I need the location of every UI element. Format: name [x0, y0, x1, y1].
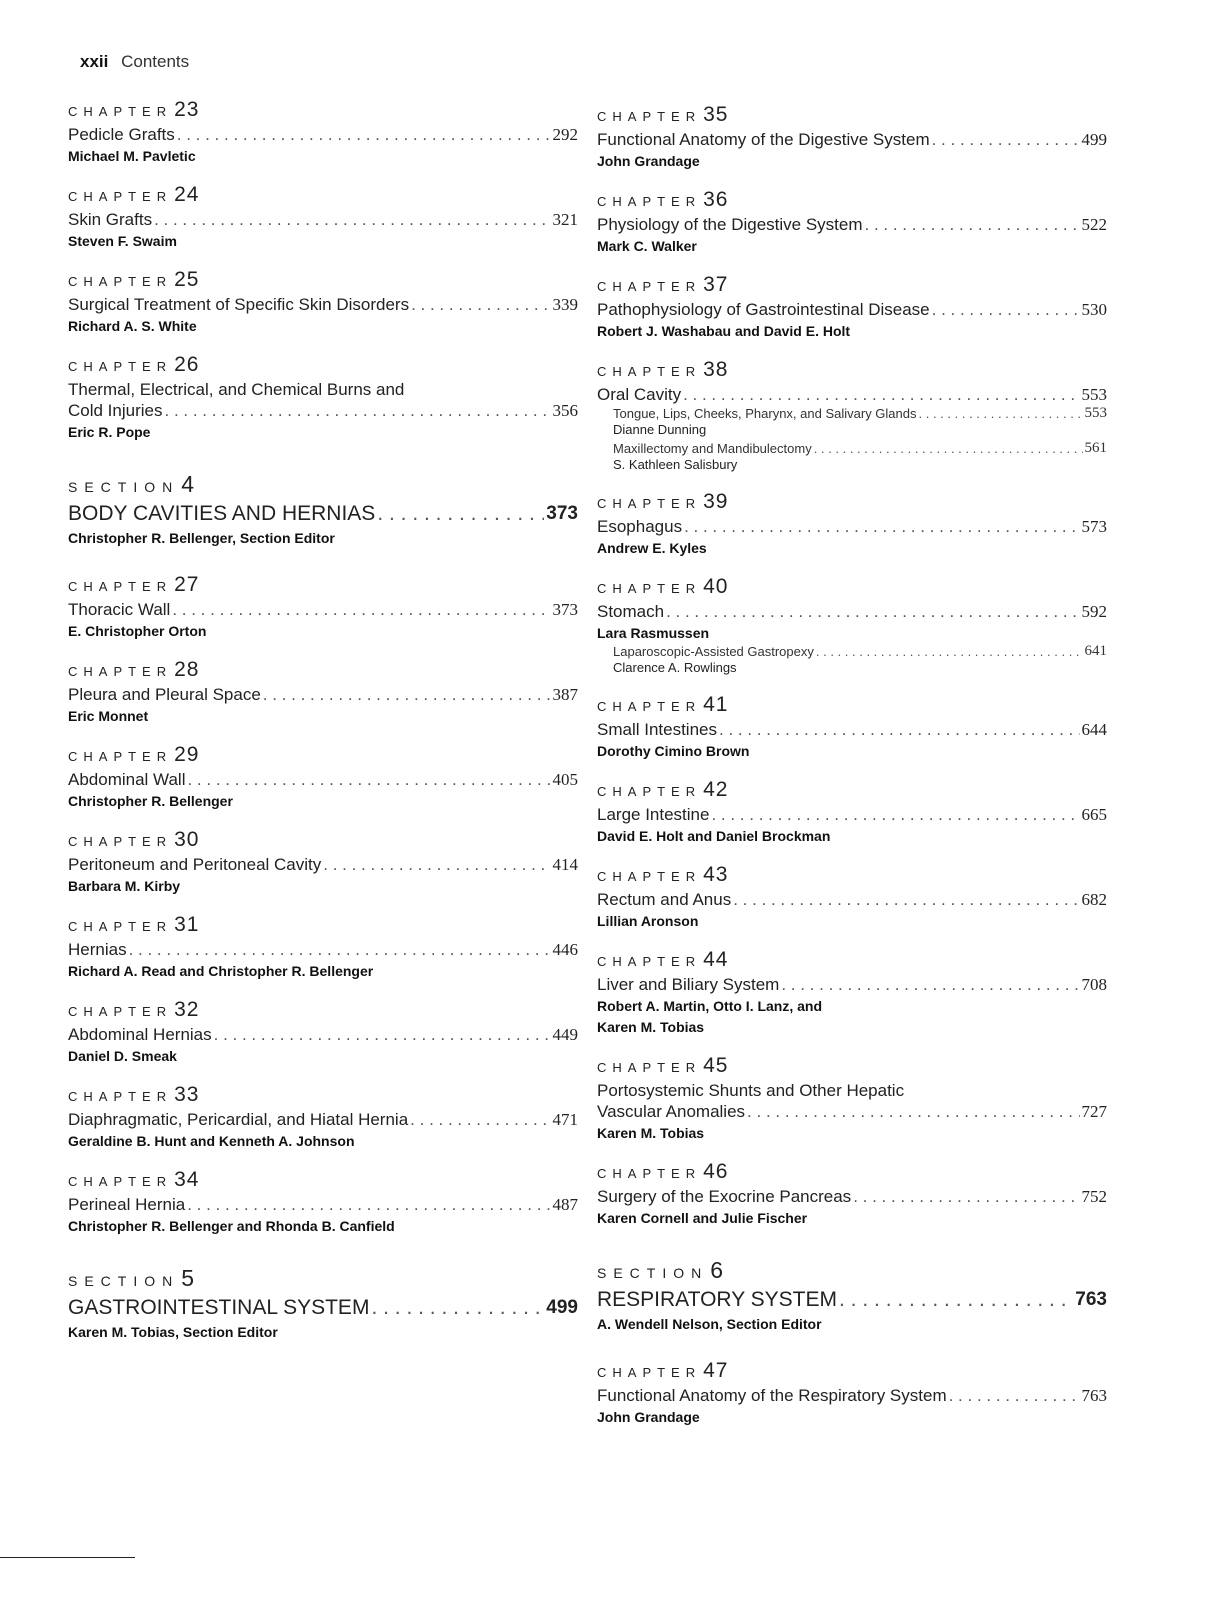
dot-leader [323, 854, 550, 875]
chapter-number: 26 [174, 353, 200, 376]
chapter-author: Barbara M. Kirby [68, 878, 181, 894]
chapter-author: Karen Cornell and Julie Fischer [597, 1210, 808, 1226]
section-entry[interactable] [597, 1258, 1107, 1334]
page-ref: 446 [552, 940, 578, 959]
dot-leader [666, 601, 1079, 622]
chapter-title: Stomach [597, 602, 665, 621]
title-row [597, 1101, 1107, 1122]
chapter-entry[interactable] [68, 1168, 578, 1236]
dot-leader [932, 299, 1080, 320]
chapter-label: CHAPTER [68, 749, 173, 764]
title-row [597, 214, 1107, 235]
chapter-title: Hernias [68, 940, 127, 959]
chapter-heading [597, 1160, 1107, 1186]
page-ref: 752 [1081, 1187, 1107, 1206]
chapter-label: CHAPTER [597, 1060, 702, 1075]
section-label: SECTION [597, 1265, 709, 1281]
section-heading [68, 1266, 578, 1293]
chapter-author: Steven F. Swaim [68, 233, 177, 249]
chapter-title: Pathophysiology of Gastrointestinal Disease [597, 300, 930, 319]
chapter-author: Christopher R. Bellenger and Rhonda B. Canfield [68, 1218, 395, 1234]
page-ref: 553 [1081, 385, 1107, 404]
chapter-number: 25 [174, 268, 200, 291]
chapter-label: CHAPTER [597, 869, 702, 884]
chapter-heading [597, 778, 1107, 804]
chapter-number: 42 [703, 778, 729, 801]
chapter-label: CHAPTER [68, 274, 173, 289]
chapter-number: 37 [703, 273, 729, 296]
section-heading [597, 1258, 1107, 1285]
chapter-label: CHAPTER [597, 109, 702, 124]
page-ref: 373 [552, 600, 578, 619]
title-row [597, 129, 1107, 150]
chapter-heading [597, 948, 1107, 974]
chapter-title: Skin Grafts [68, 210, 153, 229]
contents-right-column [597, 103, 1107, 1444]
chapter-number: 40 [703, 575, 729, 598]
dot-leader [129, 939, 551, 960]
section-number: 4 [181, 471, 196, 497]
chapter-number: 27 [174, 573, 200, 596]
chapter-label: CHAPTER [68, 359, 173, 374]
title-row [68, 1295, 578, 1321]
page-ref: 499 [1081, 130, 1107, 149]
dot-leader [919, 405, 1083, 422]
chapter-title: Oral Cavity [597, 385, 682, 404]
chapter-title: Physiology of the Digestive System [597, 215, 863, 234]
dot-leader [411, 294, 550, 315]
dot-leader [187, 1194, 550, 1215]
subentry-row [613, 440, 1107, 457]
dot-leader [781, 974, 1079, 995]
section-heading [68, 472, 578, 499]
chapter-author: Richard A. Read and Christopher R. Bellenger [68, 963, 374, 979]
title-row [597, 1287, 1107, 1313]
chapter-entry[interactable] [597, 188, 1107, 256]
chapter-entry[interactable] [68, 573, 578, 641]
running-header-label: Contents [121, 52, 190, 71]
chapter-number: 35 [703, 103, 729, 126]
chapter-author: Robert J. Washabau and David E. Holt [597, 323, 851, 339]
section-entry[interactable] [68, 1266, 578, 1342]
chapter-label: CHAPTER [597, 699, 702, 714]
chapter-entry[interactable] [597, 778, 1107, 846]
subentry-author: Clarence A. Rowlings [613, 660, 737, 675]
title-row [597, 1385, 1107, 1406]
chapter-heading [68, 573, 578, 599]
page-ref: 530 [1081, 300, 1107, 319]
chapter-author: Christopher R. Bellenger [68, 793, 233, 809]
page-ref: 644 [1081, 720, 1107, 739]
chapter-heading [597, 188, 1107, 214]
chapter-title: Small Intestines [597, 720, 717, 739]
chapter-heading [597, 273, 1107, 299]
dot-leader [839, 1287, 1073, 1313]
chapter-number: 24 [174, 183, 200, 206]
chapter-author: Lillian Aronson [597, 913, 699, 929]
chapter-entry[interactable] [68, 743, 578, 811]
chapter-heading [68, 183, 578, 209]
title-row [597, 719, 1107, 740]
dot-leader [816, 643, 1083, 660]
chapter-label: CHAPTER [68, 834, 173, 849]
chapter-heading [597, 490, 1107, 516]
chapter-title: Surgery of the Exocrine Pancreas [597, 1187, 852, 1206]
subentry[interactable] [613, 643, 1107, 676]
chapter-label: CHAPTER [68, 579, 173, 594]
dot-leader [733, 889, 1079, 910]
chapter-heading [597, 575, 1107, 601]
subentry-author: S. Kathleen Salisbury [613, 457, 738, 472]
title-row [597, 516, 1107, 537]
chapter-entry[interactable] [597, 103, 1107, 171]
chapter-entry[interactable] [68, 1083, 578, 1151]
dot-leader [711, 804, 1079, 825]
chapter-label: CHAPTER [597, 1365, 702, 1380]
page-ref: 339 [552, 295, 578, 314]
chapter-entry[interactable] [68, 658, 578, 726]
subentry[interactable] [613, 440, 1107, 473]
chapter-entry[interactable] [68, 828, 578, 896]
page-ref: 763 [1081, 1386, 1107, 1405]
chapter-title: Abdominal Hernias [68, 1025, 212, 1044]
dot-leader [949, 1385, 1080, 1406]
page-ref: 414 [552, 855, 578, 874]
chapter-number: 47 [703, 1359, 729, 1382]
chapter-title: Large Intestine [597, 805, 710, 824]
chapter-number: 30 [174, 828, 200, 851]
chapter-entry[interactable] [597, 1054, 1107, 1143]
title-line: Thermal, Electrical, and Chemical Burns and [68, 380, 405, 399]
chapter-label: CHAPTER [597, 279, 702, 294]
chapter-label: CHAPTER [597, 496, 702, 511]
title-row [68, 939, 578, 960]
chapter-label: CHAPTER [597, 364, 702, 379]
chapter-author: Lara Rasmussen [597, 625, 710, 641]
dot-leader [932, 129, 1080, 150]
chapter-author: Richard A. S. White [68, 318, 197, 334]
title-row [68, 1109, 578, 1130]
title-row [68, 294, 578, 315]
chapter-author: John Grandage [597, 1409, 700, 1425]
chapter-author: E. Christopher Orton [68, 623, 207, 639]
page-ref: 553 [1084, 405, 1107, 421]
chapter-entry[interactable] [597, 490, 1107, 558]
running-header [80, 52, 189, 72]
dot-leader [165, 400, 551, 421]
section-editor: Christopher R. Bellenger, Section Editor [68, 530, 335, 546]
dot-leader [684, 516, 1079, 537]
page-ref: 292 [552, 125, 578, 144]
chapter-entry[interactable] [68, 268, 578, 336]
contents-left-column [68, 98, 578, 1367]
chapter-author: Mark C. Walker [597, 238, 697, 254]
chapter-heading [68, 913, 578, 939]
title-line: Portosystemic Shunts and Other Hepatic [597, 1081, 905, 1100]
chapter-heading [68, 743, 578, 769]
chapter-label: CHAPTER [597, 954, 702, 969]
chapter-entry[interactable] [68, 98, 578, 166]
title-row [597, 1186, 1107, 1207]
chapter-heading [68, 268, 578, 294]
page-ref: 708 [1081, 975, 1107, 994]
chapter-author: John Grandage [597, 153, 700, 169]
page-ref: 573 [1081, 517, 1107, 536]
chapter-number: 32 [174, 998, 200, 1021]
chapter-heading [68, 998, 578, 1024]
chapter-entry[interactable] [68, 353, 578, 442]
dot-leader [214, 1024, 551, 1045]
page-ref: 592 [1081, 602, 1107, 621]
chapter-author: David E. Holt and Daniel Brockman [597, 828, 831, 844]
title-row [597, 299, 1107, 320]
section-title: GASTROINTESTINAL SYSTEM [68, 1296, 370, 1319]
chapter-number: 33 [174, 1083, 200, 1106]
dot-leader [187, 769, 550, 790]
chapter-heading [597, 693, 1107, 719]
dot-leader [719, 719, 1080, 740]
section-number: 6 [710, 1257, 725, 1283]
page-ref: 449 [552, 1025, 578, 1044]
chapter-label: CHAPTER [597, 194, 702, 209]
subentry-author: Dianne Dunning [613, 422, 707, 437]
chapter-number: 31 [174, 913, 200, 936]
section-label: SECTION [68, 1273, 180, 1289]
title-row [68, 769, 578, 790]
dot-leader [865, 214, 1080, 235]
chapter-heading [68, 1083, 578, 1109]
dot-leader [683, 384, 1079, 405]
subentry-title: Tongue, Lips, Cheeks, Pharynx, and Salivary Glands [613, 406, 917, 421]
chapter-entry[interactable] [597, 575, 1107, 676]
chapter-title: Diaphragmatic, Pericardial, and Hiatal Hernia [68, 1110, 409, 1129]
dot-leader [172, 599, 550, 620]
chapter-label: CHAPTER [68, 1174, 173, 1189]
title-row [68, 854, 578, 875]
chapter-heading [68, 658, 578, 684]
dot-leader [177, 124, 551, 145]
title-row [597, 889, 1107, 910]
chapter-heading [68, 353, 578, 379]
chapter-heading [597, 1054, 1107, 1080]
section-title: RESPIRATORY SYSTEM [597, 1288, 838, 1311]
section-number: 5 [181, 1265, 196, 1291]
chapter-title: Abdominal Wall [68, 770, 186, 789]
chapter-author: Daniel D. Smeak [68, 1048, 177, 1064]
chapter-author: Michael M. Pavletic [68, 148, 196, 164]
chapter-entry[interactable] [597, 693, 1107, 761]
chapter-number: 44 [703, 948, 729, 971]
chapter-label: CHAPTER [68, 1089, 173, 1104]
page-ref: 387 [552, 685, 578, 704]
dot-leader [377, 501, 544, 527]
dot-leader [747, 1101, 1079, 1122]
title-row [68, 124, 578, 145]
chapter-entry[interactable] [597, 273, 1107, 341]
chapter-title: Cold Injuries [68, 401, 163, 420]
subentry-title: Maxillectomy and Mandibulectomy [613, 441, 812, 456]
chapter-title: Pleura and Pleural Space [68, 685, 261, 704]
chapter-label: CHAPTER [68, 1004, 173, 1019]
chapter-title: Liver and Biliary System [597, 975, 780, 994]
chapter-author: Andrew E. Kyles [597, 540, 707, 556]
chapter-number: 28 [174, 658, 200, 681]
title-row [597, 974, 1107, 995]
subentry[interactable] [613, 405, 1107, 438]
chapter-title: Esophagus [597, 517, 683, 536]
page-ref: 356 [552, 401, 578, 420]
chapter-title: Perineal Hernia [68, 1195, 186, 1214]
page-ref: 682 [1081, 890, 1107, 909]
chapter-author: Robert A. Martin, Otto I. Lanz, and [597, 998, 823, 1014]
chapter-author: Karen M. Tobias [597, 1019, 705, 1035]
page-ref: 471 [552, 1110, 578, 1129]
chapter-entry[interactable] [68, 998, 578, 1066]
subentry-list [597, 643, 1107, 676]
chapter-number: 46 [703, 1160, 729, 1183]
title-row [68, 684, 578, 705]
chapter-author: Geraldine B. Hunt and Kenneth A. Johnson [68, 1133, 355, 1149]
chapter-number: 43 [703, 863, 729, 886]
chapter-entry[interactable] [597, 948, 1107, 1037]
chapter-label: CHAPTER [68, 919, 173, 934]
title-row [68, 1024, 578, 1045]
title-row [68, 599, 578, 620]
title-row [597, 601, 1107, 622]
chapter-number: 41 [703, 693, 729, 716]
chapter-label: CHAPTER [68, 664, 173, 679]
chapter-author: Eric R. Pope [68, 424, 151, 440]
dot-leader [814, 440, 1083, 457]
chapter-label: CHAPTER [597, 1166, 702, 1181]
chapter-entry[interactable] [597, 358, 1107, 473]
chapter-heading [597, 358, 1107, 384]
chapter-entry[interactable] [68, 183, 578, 251]
chapter-title: Surgical Treatment of Specific Skin Disorders [68, 295, 410, 314]
subentry-list [597, 405, 1107, 473]
chapter-number: 45 [703, 1054, 729, 1077]
page-ref: 727 [1081, 1102, 1107, 1121]
chapter-number: 36 [703, 188, 729, 211]
section-label: SECTION [68, 479, 180, 495]
page-number: xxii [80, 52, 109, 71]
chapter-number: 38 [703, 358, 729, 381]
dot-leader [263, 684, 551, 705]
page-ref: 641 [1084, 643, 1107, 659]
chapter-author: Karen M. Tobias [597, 1125, 705, 1141]
chapter-title: Rectum and Anus [597, 890, 732, 909]
chapter-number: 39 [703, 490, 729, 513]
title-row [68, 501, 578, 527]
page-ref: 561 [1084, 440, 1107, 456]
chapter-heading [68, 828, 578, 854]
section-editor: A. Wendell Nelson, Section Editor [597, 1316, 822, 1332]
title-row [68, 1194, 578, 1215]
chapter-title: Functional Anatomy of the Digestive System [597, 130, 930, 149]
title-row [68, 209, 578, 230]
chapter-heading [597, 103, 1107, 129]
page-ref: 373 [546, 503, 578, 524]
page-ref: 321 [552, 210, 578, 229]
title-row [68, 400, 578, 421]
chapter-title: Vascular Anomalies [597, 1102, 746, 1121]
subentry-title: Laparoscopic-Assisted Gastropexy [613, 644, 814, 659]
chapter-title: Peritoneum and Peritoneal Cavity [68, 855, 322, 874]
subentry-row [613, 643, 1107, 660]
chapter-number: 34 [174, 1168, 200, 1191]
page-ref: 487 [552, 1195, 578, 1214]
page-ref: 665 [1081, 805, 1107, 824]
chapter-label: CHAPTER [68, 189, 173, 204]
chapter-number: 23 [174, 98, 200, 121]
title-row [597, 384, 1107, 405]
chapter-label: CHAPTER [597, 581, 702, 596]
chapter-heading [597, 863, 1107, 889]
chapter-entry[interactable] [68, 913, 578, 981]
chapter-label: CHAPTER [68, 104, 173, 119]
title-row [597, 804, 1107, 825]
chapter-heading [68, 98, 578, 124]
chapter-heading [597, 1359, 1107, 1385]
dot-leader [410, 1109, 550, 1130]
page-ref: 405 [552, 770, 578, 789]
subentry-row [613, 405, 1107, 422]
section-editor: Karen M. Tobias, Section Editor [68, 1324, 278, 1340]
section-entry[interactable] [68, 472, 578, 548]
chapter-title: Pedicle Grafts [68, 125, 175, 144]
footer-rule [0, 1557, 135, 1558]
dot-leader [154, 209, 550, 230]
dot-leader [371, 1295, 544, 1321]
chapter-title: Thoracic Wall [68, 600, 171, 619]
chapter-title: Functional Anatomy of the Respiratory System [597, 1386, 947, 1405]
chapter-entry[interactable] [597, 1359, 1107, 1427]
dot-leader [853, 1186, 1079, 1207]
chapter-entry[interactable] [597, 863, 1107, 931]
section-title: BODY CAVITIES AND HERNIAS [68, 502, 376, 525]
chapter-author: Eric Monnet [68, 708, 149, 724]
page-ref: 763 [1075, 1289, 1107, 1310]
chapter-author: Dorothy Cimino Brown [597, 743, 750, 759]
page-ref: 522 [1081, 215, 1107, 234]
chapter-heading [68, 1168, 578, 1194]
chapter-entry[interactable] [597, 1160, 1107, 1228]
page-ref: 499 [546, 1297, 578, 1318]
chapter-label: CHAPTER [597, 784, 702, 799]
chapter-number: 29 [174, 743, 200, 766]
